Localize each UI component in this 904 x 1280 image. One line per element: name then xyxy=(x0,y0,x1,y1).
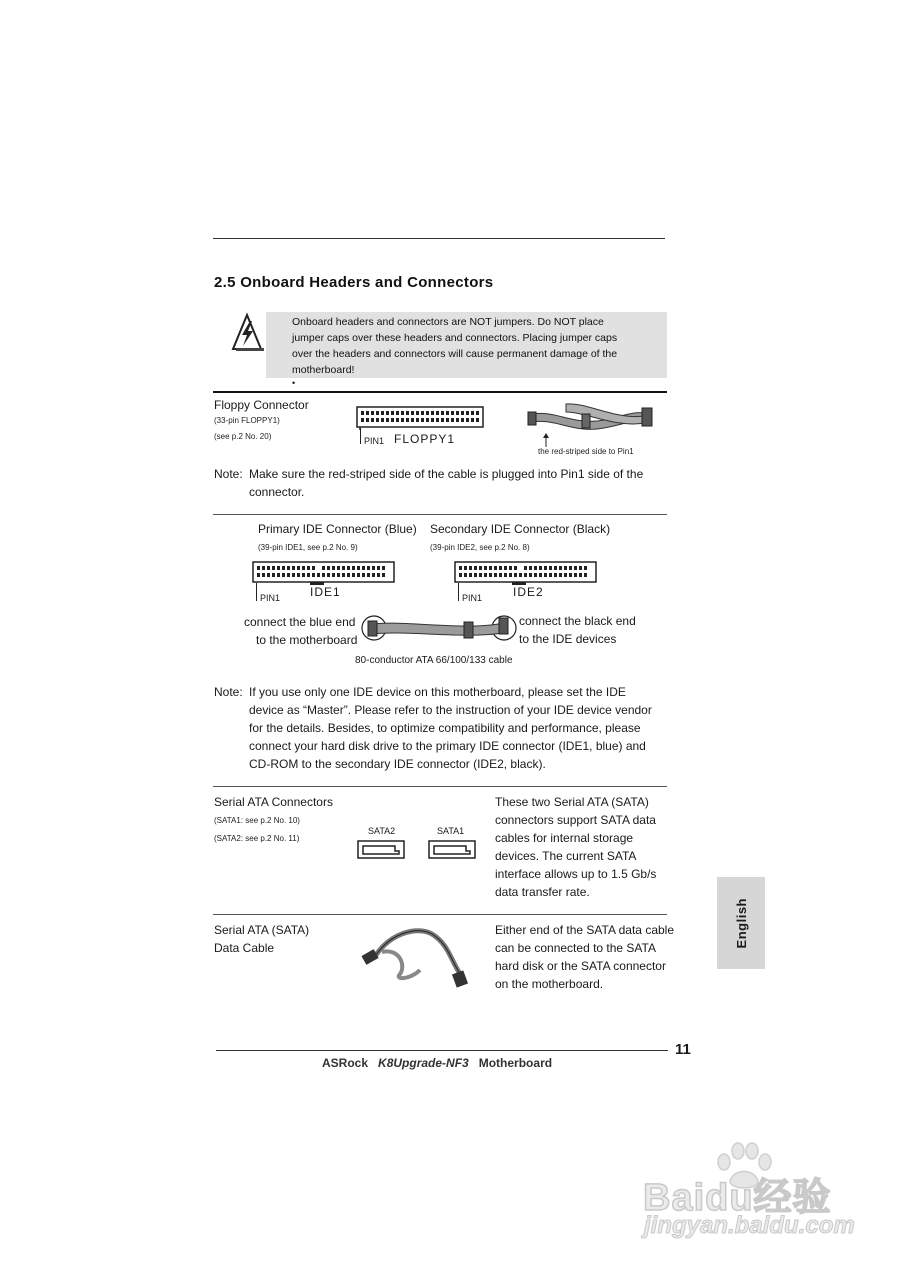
floppy-cable-caption: the red-striped side to Pin1 xyxy=(538,447,634,456)
floppy-pin-marker xyxy=(360,428,361,444)
footer-credit xyxy=(322,1056,552,1070)
sata-desc-line: connectors support SATA data xyxy=(495,813,656,827)
ide1-label: IDE1 xyxy=(310,585,341,599)
floppy-note-line1: Make sure the red-striped side of the cable is plugged into Pin1 side of the xyxy=(249,467,644,481)
ide-cable-image xyxy=(360,612,518,646)
section-title: 2.5 Onboard Headers and Connectors xyxy=(214,274,494,291)
arrow-up-icon xyxy=(541,433,551,447)
ide-black-line1: connect the black end xyxy=(519,614,636,628)
sata-sub1: (SATA1: see p.2 No. 10) xyxy=(214,816,300,825)
sata-cable-title2: Data Cable xyxy=(214,941,275,955)
sata2-connector-diagram xyxy=(357,840,407,860)
footer-model: K8Upgrade-NF3 xyxy=(378,1056,469,1070)
warning-text xyxy=(292,314,662,378)
sata-title: Serial ATA Connectors xyxy=(214,795,333,809)
ide-cable-caption: 80-conductor ATA 66/100/133 cable xyxy=(355,655,513,666)
warning-bullet: • xyxy=(292,378,296,388)
ide-note-prefix: Note: xyxy=(214,685,243,699)
ide-primary-sub: (39-pin IDE1, see p.2 No. 9) xyxy=(258,543,358,552)
footer-product: Motherboard xyxy=(478,1056,553,1070)
language-tab-label: English xyxy=(733,897,749,949)
warning-line: over the headers and connectors will cause permanent damage of the xyxy=(292,348,618,360)
warning-line: motherboard! xyxy=(292,364,355,376)
sata-cable-desc-line: can be connected to the SATA xyxy=(495,941,656,955)
ide-note-line: device as “Master”. Please refer to the instruction of your IDE device vendor xyxy=(249,703,652,717)
sata-cable-image xyxy=(360,922,472,988)
floppy-note-line2: connector. xyxy=(249,485,305,499)
sata-sub2: (SATA2: see p.2 No. 11) xyxy=(214,834,300,843)
divider-rule xyxy=(213,786,667,787)
ide-secondary-sub: (39-pin IDE2, see p.2 No. 8) xyxy=(430,543,530,552)
sata-description xyxy=(495,793,670,901)
warning-line: Onboard headers and connectors are NOT jumpers. Do NOT place xyxy=(292,316,604,328)
ide2-pin-label: PIN1 xyxy=(462,593,483,603)
ide-primary-title: Primary IDE Connector (Blue) xyxy=(258,522,417,536)
language-tab xyxy=(717,877,765,969)
floppy-note-prefix: Note: xyxy=(214,467,243,481)
divider-rule xyxy=(213,514,667,515)
page-number: 11 xyxy=(675,1041,691,1058)
sata1-label: SATA1 xyxy=(437,826,465,836)
ide-secondary-title: Secondary IDE Connector (Black) xyxy=(430,522,611,536)
footer-brand: ASRock xyxy=(322,1056,369,1070)
sata-desc-line: cables for internal storage xyxy=(495,831,634,845)
ide-note-text xyxy=(249,683,679,773)
ide-blue-line1: connect the blue end xyxy=(244,615,356,629)
sata-desc-line: devices. The current SATA xyxy=(495,849,637,863)
divider-rule xyxy=(213,914,667,915)
ide1-pin-label: PIN1 xyxy=(260,593,281,603)
floppy-connector-label: FLOPPY1 xyxy=(394,432,456,446)
ide2-label: IDE2 xyxy=(513,585,544,599)
floppy-connector-diagram xyxy=(356,406,486,430)
ide-black-line2: to the IDE devices xyxy=(519,632,617,646)
sata-cable-description xyxy=(495,921,675,993)
ide1-pin-marker xyxy=(256,583,257,601)
floppy-sub1: (33-pin FLOPPY1) xyxy=(214,416,280,425)
warning-icon xyxy=(226,310,268,352)
thick-rule xyxy=(213,391,667,393)
warning-line: jumper caps over these headers and connectors. Placing jumper caps xyxy=(292,332,618,344)
ide-note-line: If you use only one IDE device on this motherboard, please set the IDE xyxy=(249,685,626,699)
ide-note-line: for the details. Besides, to optimize compatibility and performance, please xyxy=(249,721,641,735)
footer-rule xyxy=(216,1050,668,1051)
ide1-connector-diagram xyxy=(252,561,397,585)
ide2-connector-diagram xyxy=(454,561,599,585)
ide-note-line: connect your hard disk drive to the primary IDE connector (IDE1, blue) and xyxy=(249,739,646,753)
sata-cable-desc-line: hard disk or the SATA connector xyxy=(495,959,666,973)
sata2-label: SATA2 xyxy=(368,826,396,836)
sata-desc-line: interface allows up to 1.5 Gb/s xyxy=(495,867,657,881)
sata-desc-line: These two Serial ATA (SATA) xyxy=(495,795,649,809)
watermark-brand: Baidu经验 xyxy=(643,1177,832,1219)
ide-blue-line2: to the motherboard xyxy=(256,633,358,647)
ide2-pin-marker xyxy=(458,583,459,601)
floppy-sub2: (see p.2 No. 20) xyxy=(214,432,272,441)
floppy-title: Floppy Connector xyxy=(214,398,309,412)
sata-cable-title1: Serial ATA (SATA) xyxy=(214,923,310,937)
watermark-url: jingyan.baidu.com xyxy=(644,1212,855,1239)
top-rule xyxy=(213,238,665,239)
sata-cable-desc-line: Either end of the SATA data cable xyxy=(495,923,675,937)
sata-cable-desc-line: on the motherboard. xyxy=(495,977,604,991)
sata1-connector-diagram xyxy=(428,840,478,860)
floppy-pin-label: PIN1 xyxy=(364,436,385,446)
sata-desc-line: data transfer rate. xyxy=(495,885,590,899)
ide-note-line: CD-ROM to the secondary IDE connector (IDE2, black). xyxy=(249,757,546,771)
